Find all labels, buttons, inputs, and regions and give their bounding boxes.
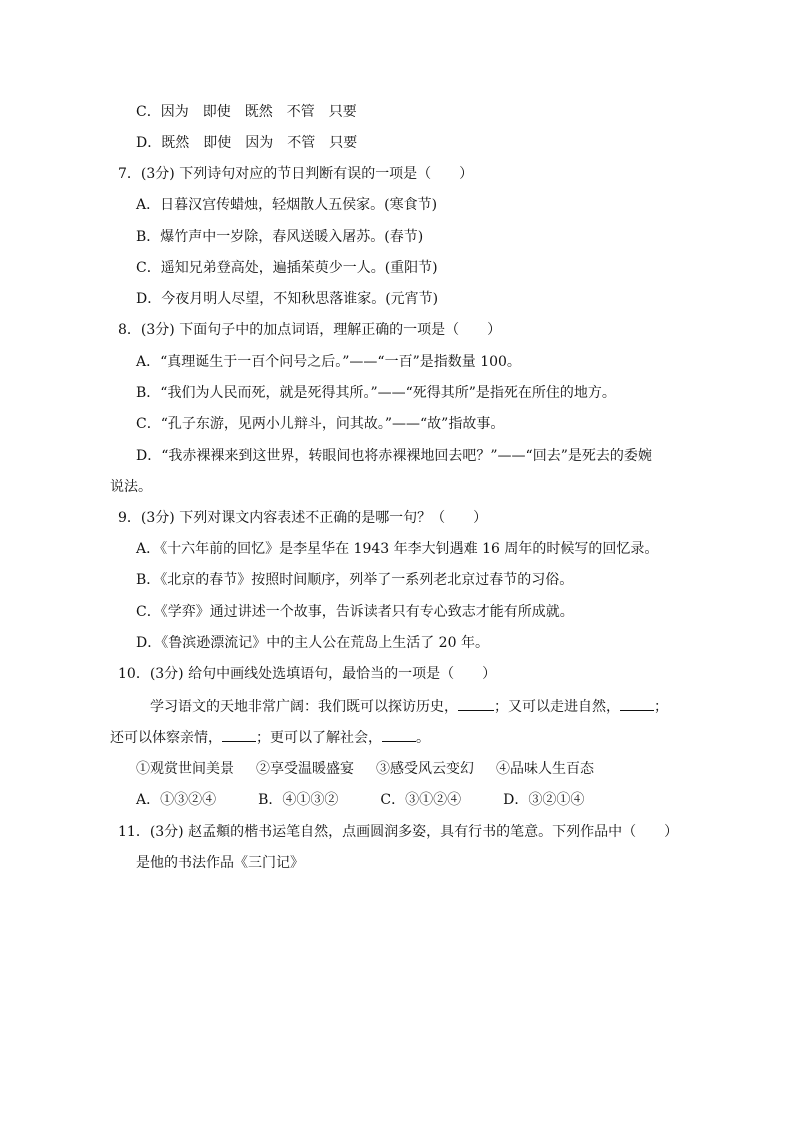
q10-items <box>136 759 594 779</box>
q10-option-a: A．①③②④ <box>136 792 217 808</box>
q7-option-d: D．今夜月明人尽望，不知秋思落谁家。(元宵节) <box>136 291 439 307</box>
fill-blank <box>382 727 416 742</box>
q10-item: ②享受温暖盛宴 <box>256 761 354 777</box>
fill-blank <box>222 727 256 742</box>
q8-option-b: B．“我们为人民而死，就是死得其所。”——“死得其所”是指死在所住的地方。 <box>136 385 616 401</box>
fill-blank <box>620 696 654 711</box>
q10-option-b: B．④①③② <box>258 792 339 808</box>
q10-passage-line-1 <box>150 696 668 717</box>
q10-item: ④品味人生百态 <box>496 761 594 777</box>
fill-blank <box>458 696 494 711</box>
q10-passage-text: 还可以体察亲情， <box>110 730 222 746</box>
q7-option-c: C．遥知兄弟登高处，遍插茱萸少一人。(重阳节) <box>136 260 438 276</box>
q11-stem-continued: 是他的书法作品《三门记》 <box>136 855 304 871</box>
q10-passage-text: ；更可以了解社会， <box>256 730 382 746</box>
q10-item: ③感受风云变幻 <box>376 761 474 777</box>
q7-option-a: A．日暮汉宫传蜡烛，轻烟散人五侯家。(寒食节) <box>136 197 438 213</box>
q8-option-a: A．“真理诞生于一百个问号之后。”——“一百”是指数量 100。 <box>136 354 521 370</box>
q8-stem: 8．(3分) 下面句子中的加点词语，理解正确的一项是（ ） <box>118 322 502 338</box>
q10-option-d: D．③②①④ <box>503 792 585 808</box>
q9-option-a: A．《十六年前的回忆》是李星华在 1943 年李大钊遇难 16 周年的时候写的回忆录。 <box>136 541 659 557</box>
q10-options <box>136 790 584 810</box>
q7-option-b: B．爆竹声中一岁除，春风送暖入屠苏。(春节) <box>136 229 424 245</box>
q10-passage-text: ；又可以走进自然， <box>494 699 620 715</box>
q11-stem: 11．(3分) 赵孟頫的楷书运笔自然，点画圆润多姿，具有行书的笔意。下列作品中（ ） <box>118 824 679 840</box>
q9-option-d: D．《鲁滨逊漂流记》中的主人公在荒岛上生活了 20 年。 <box>136 635 489 651</box>
q9-stem: 9．(3分) 下列对课文内容表述不正确的是哪一句？（ ） <box>118 510 488 526</box>
q8-option-d: D．“我赤裸裸来到这世界，转眼间也将赤裸裸地回去吧？”——“回去”是死去的委婉 <box>136 448 652 464</box>
q8-option-d-continued: 说法。 <box>110 479 152 495</box>
q10-passage-line-2 <box>110 727 430 748</box>
q10-passage-text: 。 <box>416 730 430 746</box>
q9-option-b: B．《北京的春节》按照时间顺序，列举了一系列老北京过春节的习俗。 <box>136 572 574 588</box>
q9-option-c: C．《学弈》通过讲述一个故事，告诉读者只有专心致志才能有所成就。 <box>136 604 574 620</box>
q10-item: ①观赏世间美景 <box>136 761 234 777</box>
q8-option-c: C．“孔子东游，见两小儿辩斗，问其故。”——“故”指故事。 <box>136 416 505 432</box>
q10-option-c: C．③①②④ <box>380 792 462 808</box>
q7-stem: 7．(3分) 下列诗句对应的节日判断有误的一项是（ ） <box>118 166 474 182</box>
q10-stem: 10．(3分) 给句中画线处选填语句，最恰当的一项是（ ） <box>118 666 497 682</box>
q10-passage-text: ； <box>654 699 668 715</box>
q10-passage-text: 学习语文的天地非常广阔：我们既可以探访历史， <box>150 699 458 715</box>
q6-option-d: D．既然 即使 因为 不管 只要 <box>136 135 358 151</box>
q6-option-c: C．因为 即使 既然 不管 只要 <box>136 104 357 120</box>
